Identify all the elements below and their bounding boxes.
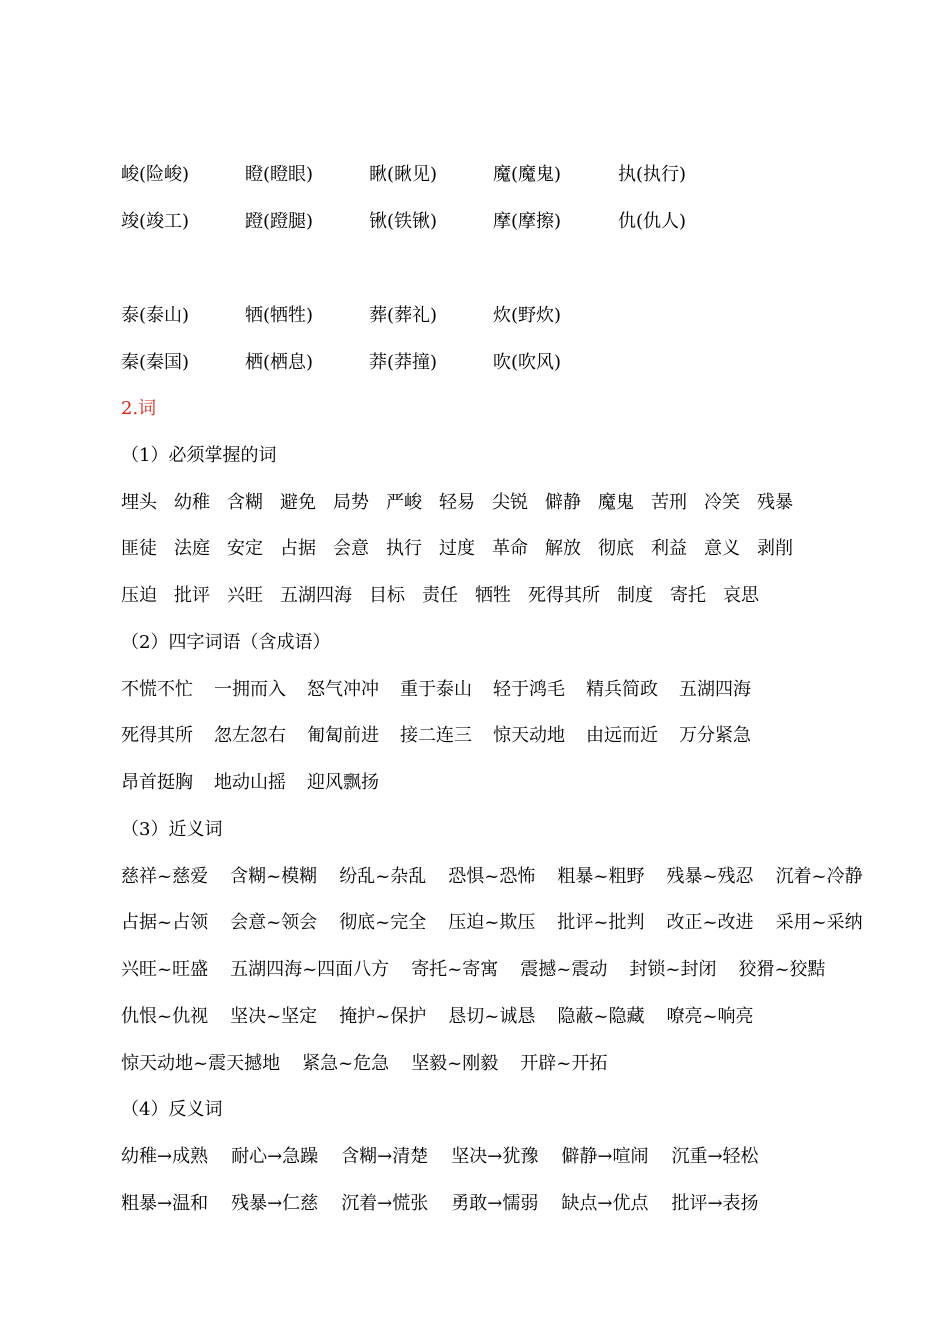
word-item: 怒气冲冲 bbox=[307, 679, 379, 700]
word-line bbox=[121, 536, 793, 562]
word-item: 含糊→清楚 bbox=[341, 1146, 429, 1167]
word-item: 惊天动地~震天撼地 bbox=[121, 1053, 281, 1074]
word-line bbox=[121, 723, 751, 749]
word-item: 残暴 bbox=[757, 492, 793, 513]
char-item: 炊(野炊) bbox=[493, 305, 562, 326]
word-item: 压迫~欺压 bbox=[448, 912, 536, 933]
word-item: 兴旺~旺盛 bbox=[121, 959, 209, 980]
word-line bbox=[121, 1144, 759, 1170]
word-item: 耐心→急躁 bbox=[231, 1146, 319, 1167]
subsection-title-must-master: （1）必须掌握的词 bbox=[121, 445, 277, 466]
word-item: 压迫 bbox=[121, 585, 157, 606]
word-line bbox=[121, 957, 826, 983]
char-item: 峻(险峻) bbox=[121, 164, 190, 185]
word-item: 安定 bbox=[227, 538, 263, 559]
word-line bbox=[121, 1004, 754, 1030]
word-item: 利益 bbox=[651, 538, 687, 559]
subsection-title-four-char: （2）四字词语（含成语） bbox=[121, 632, 331, 653]
word-item: 隐蔽~隐藏 bbox=[557, 1006, 645, 1027]
word-item: 残暴→仁慈 bbox=[231, 1193, 319, 1214]
char-item: 锹(铁锹) bbox=[369, 211, 438, 232]
word-item: 缺点→优点 bbox=[561, 1193, 649, 1214]
word-item: 匍匐前进 bbox=[307, 725, 379, 746]
word-line bbox=[121, 1191, 759, 1217]
word-item: 粗暴~粗野 bbox=[557, 866, 645, 887]
word-item: 昂首挺胸 bbox=[121, 772, 193, 793]
char-item: 泰(泰山) bbox=[121, 305, 190, 326]
word-item: 魔鬼 bbox=[598, 492, 634, 513]
word-item: 恳切~诚恳 bbox=[448, 1006, 536, 1027]
word-item: 由远而近 bbox=[586, 725, 658, 746]
word-item: 沉着→慌张 bbox=[341, 1193, 429, 1214]
word-item: 冷笑 bbox=[704, 492, 740, 513]
word-item: 一拥而入 bbox=[214, 679, 286, 700]
word-item: 革命 bbox=[492, 538, 528, 559]
char-item: 仇(仇人) bbox=[618, 211, 687, 232]
word-item: 寄托~寄寓 bbox=[411, 959, 499, 980]
word-item: 慈祥~慈爱 bbox=[121, 866, 209, 887]
word-item: 开辟~开拓 bbox=[520, 1053, 608, 1074]
word-item: 尖锐 bbox=[492, 492, 528, 513]
word-item: 五湖四海 bbox=[280, 585, 352, 606]
char-item: 瞪(瞪眼) bbox=[245, 164, 314, 185]
word-item: 坚毅~刚毅 bbox=[411, 1053, 499, 1074]
word-item: 死得其所 bbox=[528, 585, 600, 606]
word-item: 轻于鸿毛 bbox=[493, 679, 565, 700]
word-item: 精兵简政 bbox=[586, 679, 658, 700]
word-item: 坚决→犹豫 bbox=[451, 1146, 539, 1167]
char-item: 吹(吹风) bbox=[493, 352, 562, 373]
word-line bbox=[121, 910, 863, 936]
word-item: 占据~占领 bbox=[121, 912, 209, 933]
section-title: 2.词 bbox=[121, 398, 157, 419]
word-item: 仇恨~仇视 bbox=[121, 1006, 209, 1027]
word-item: 狡猾~狡黠 bbox=[738, 959, 826, 980]
char-item: 秦(秦国) bbox=[121, 352, 190, 373]
char-item: 葬(葬礼) bbox=[369, 305, 438, 326]
word-item: 意义 bbox=[704, 538, 740, 559]
word-line bbox=[121, 677, 751, 703]
word-item: 过度 bbox=[439, 538, 475, 559]
word-item: 忽左忽右 bbox=[214, 725, 286, 746]
word-item: 批评 bbox=[174, 585, 210, 606]
word-item: 幼稚→成熟 bbox=[121, 1146, 209, 1167]
char-item: 魔(魔鬼) bbox=[493, 164, 562, 185]
word-line bbox=[121, 1051, 607, 1077]
word-item: 嘹亮~响亮 bbox=[666, 1006, 754, 1027]
word-line bbox=[121, 583, 759, 609]
word-item: 严峻 bbox=[386, 492, 422, 513]
char-item: 莽(莽撞) bbox=[369, 352, 438, 373]
word-item: 僻静 bbox=[545, 492, 581, 513]
word-item: 会意~领会 bbox=[230, 912, 318, 933]
word-item: 彻底 bbox=[598, 538, 634, 559]
word-item: 目标 bbox=[369, 585, 405, 606]
word-item: 沉重→轻松 bbox=[671, 1146, 759, 1167]
word-line bbox=[121, 864, 863, 890]
word-item: 法庭 bbox=[174, 538, 210, 559]
word-item: 不慌不忙 bbox=[121, 679, 193, 700]
word-item: 震撼~震动 bbox=[520, 959, 608, 980]
word-item: 改正~改进 bbox=[666, 912, 754, 933]
word-line bbox=[121, 490, 793, 516]
word-item: 解放 bbox=[545, 538, 581, 559]
char-item: 栖(栖息) bbox=[245, 352, 314, 373]
word-item: 占据 bbox=[280, 538, 316, 559]
word-item: 埋头 bbox=[121, 492, 157, 513]
word-item: 紧急~危急 bbox=[302, 1053, 390, 1074]
word-item: 幼稚 bbox=[174, 492, 210, 513]
word-item: 万分紧急 bbox=[679, 725, 751, 746]
word-item: 沉着~冷静 bbox=[775, 866, 863, 887]
word-item: 惊天动地 bbox=[493, 725, 565, 746]
word-item: 执行 bbox=[386, 538, 422, 559]
word-item: 匪徒 bbox=[121, 538, 157, 559]
word-item: 粗暴→温和 bbox=[121, 1193, 209, 1214]
word-item: 苦刑 bbox=[651, 492, 687, 513]
word-item: 掩护~保护 bbox=[339, 1006, 427, 1027]
word-item: 恐惧~恐怖 bbox=[448, 866, 536, 887]
word-item: 剥削 bbox=[757, 538, 793, 559]
word-item: 牺牲 bbox=[475, 585, 511, 606]
word-item: 五湖四海 bbox=[679, 679, 751, 700]
word-item: 采用~采纳 bbox=[775, 912, 863, 933]
word-item: 五湖四海~四面八方 bbox=[230, 959, 390, 980]
word-item: 寄托 bbox=[670, 585, 706, 606]
word-item: 死得其所 bbox=[121, 725, 193, 746]
char-item: 竣(竣工) bbox=[121, 211, 190, 232]
word-item: 封锁~封闭 bbox=[629, 959, 717, 980]
word-item: 含糊~模糊 bbox=[230, 866, 318, 887]
char-item: 执(执行) bbox=[618, 164, 687, 185]
word-item: 兴旺 bbox=[227, 585, 263, 606]
word-item: 接二连三 bbox=[400, 725, 472, 746]
word-item: 责任 bbox=[422, 585, 458, 606]
word-item: 哀思 bbox=[723, 585, 759, 606]
word-item: 制度 bbox=[617, 585, 653, 606]
char-item: 瞅(瞅见) bbox=[369, 164, 438, 185]
word-item: 会意 bbox=[333, 538, 369, 559]
word-item: 残暴~残忍 bbox=[666, 866, 754, 887]
word-line bbox=[121, 770, 379, 796]
word-item: 勇敢→懦弱 bbox=[451, 1193, 539, 1214]
word-item: 轻易 bbox=[439, 492, 475, 513]
word-item: 僻静→喧闹 bbox=[561, 1146, 649, 1167]
word-item: 含糊 bbox=[227, 492, 263, 513]
word-item: 局势 bbox=[333, 492, 369, 513]
char-item: 摩(摩擦) bbox=[493, 211, 562, 232]
word-item: 批评~批判 bbox=[557, 912, 645, 933]
subsection-title-antonyms: （4）反义词 bbox=[121, 1099, 223, 1120]
word-item: 坚决~坚定 bbox=[230, 1006, 318, 1027]
char-item: 牺(牺牲) bbox=[245, 305, 314, 326]
word-item: 避免 bbox=[280, 492, 316, 513]
char-item: 蹬(蹬腿) bbox=[245, 211, 314, 232]
word-item: 彻底~完全 bbox=[339, 912, 427, 933]
word-item: 迎风飘扬 bbox=[307, 772, 379, 793]
word-item: 重于泰山 bbox=[400, 679, 472, 700]
word-item: 批评→表扬 bbox=[671, 1193, 759, 1214]
word-item: 地动山摇 bbox=[214, 772, 286, 793]
subsection-title-synonyms: （3）近义词 bbox=[121, 819, 223, 840]
word-item: 纷乱~杂乱 bbox=[339, 866, 427, 887]
